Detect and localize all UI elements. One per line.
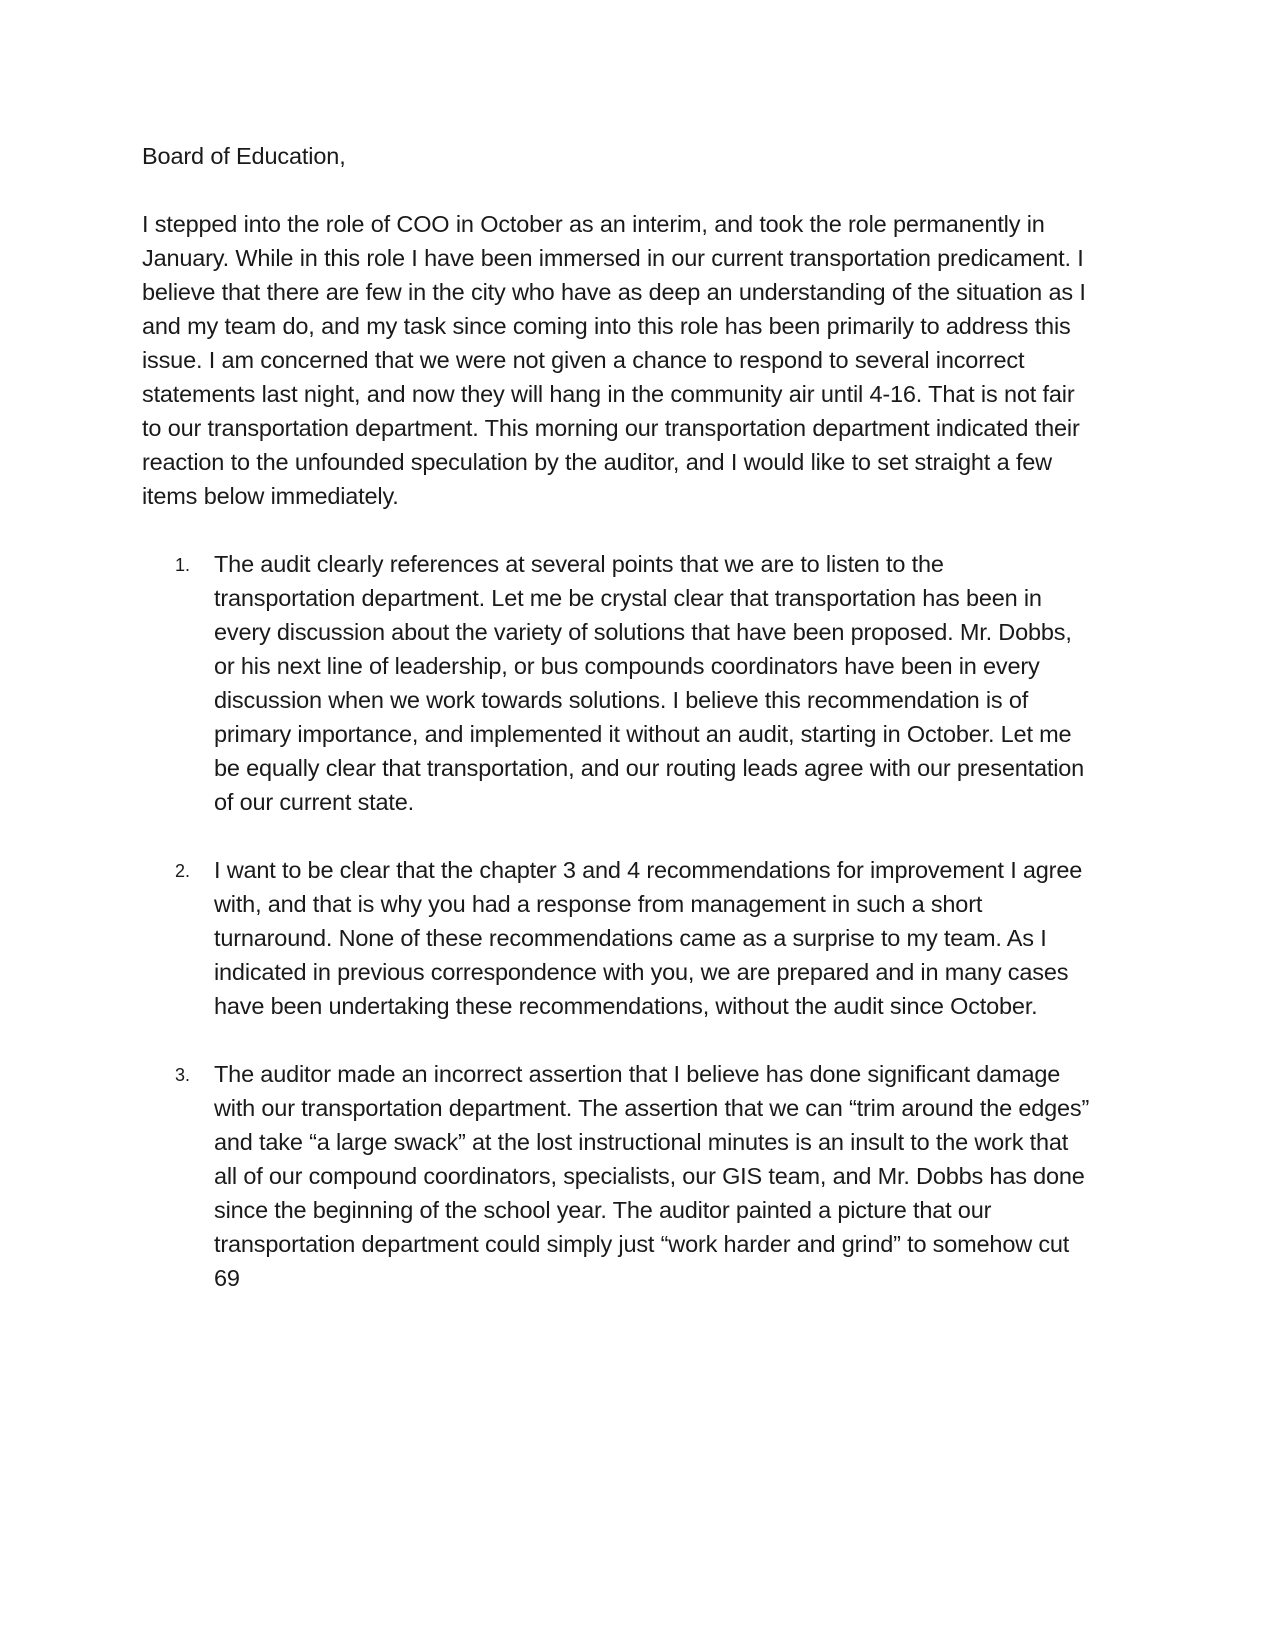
list-marker: 1. bbox=[175, 555, 191, 575]
list-item bbox=[142, 1057, 1090, 1295]
intro-paragraph: I stepped into the role of COO in October as an interim, and took the role permanently in January. While in this role I have been immersed in our current transportation predicament. I believe that there are few in the city who have as deep an understanding of the situation as I and my team do, and my task since coming into this role has been primarily to address this issue. I am concerned that we were not given a chance to respond to several incorrect statements last night, and now they will hang in the community air until 4-16. That is not fair to our transportation department. This morning our transportation department indicated their reaction to the unfounded speculation by the auditor, and I would like to set straight a few items below immediately. bbox=[142, 211, 1086, 509]
salutation: Board of Education, bbox=[142, 143, 346, 169]
list-item bbox=[142, 853, 1090, 1023]
numbered-list bbox=[142, 547, 1090, 1295]
list-item-text: The audit clearly references at several points that we are to listen to the transportation department. Let me be crystal clear that transportation has been in every discussion about the variety of solutions that have been proposed. Mr. Dobbs, or his next line of leadership, or bus compounds coordinators have been in every discussion when we work towards solutions. I believe this recommendation is of primary importance, and implemented it without an audit, starting in October. Let me be equally clear that transportation, and our routing leads agree with our presentation of our current state. bbox=[214, 551, 1085, 815]
document-body bbox=[142, 139, 1090, 1295]
list-item-text: I want to be clear that the chapter 3 and 4 recommendations for improvement I agree with, and that is why you had a response from management in such a short turnaround. None of these recommendations came as a surprise to my team. As I indicated in previous correspondence with you, we are prepared and in many cases have been undertaking these recommendations, without the audit since October. bbox=[214, 857, 1083, 1019]
list-marker: 2. bbox=[175, 861, 191, 881]
list-item-text: The auditor made an incorrect assertion that I believe has done significant damage with our transportation department. The assertion that we can “trim around the edges” and take “a large swack” at the lost instructional minutes is an insult to the work that all of our compound coordinators, specialists, our GIS team, and Mr. Dobbs has done since the beginning of the school year. The auditor painted a picture that our transportation department could simply just “work harder and grind” to somehow cut 69 bbox=[214, 1061, 1090, 1291]
paragraph-spacer bbox=[142, 173, 1090, 207]
list-marker: 3. bbox=[175, 1065, 191, 1085]
list-item bbox=[142, 547, 1090, 819]
